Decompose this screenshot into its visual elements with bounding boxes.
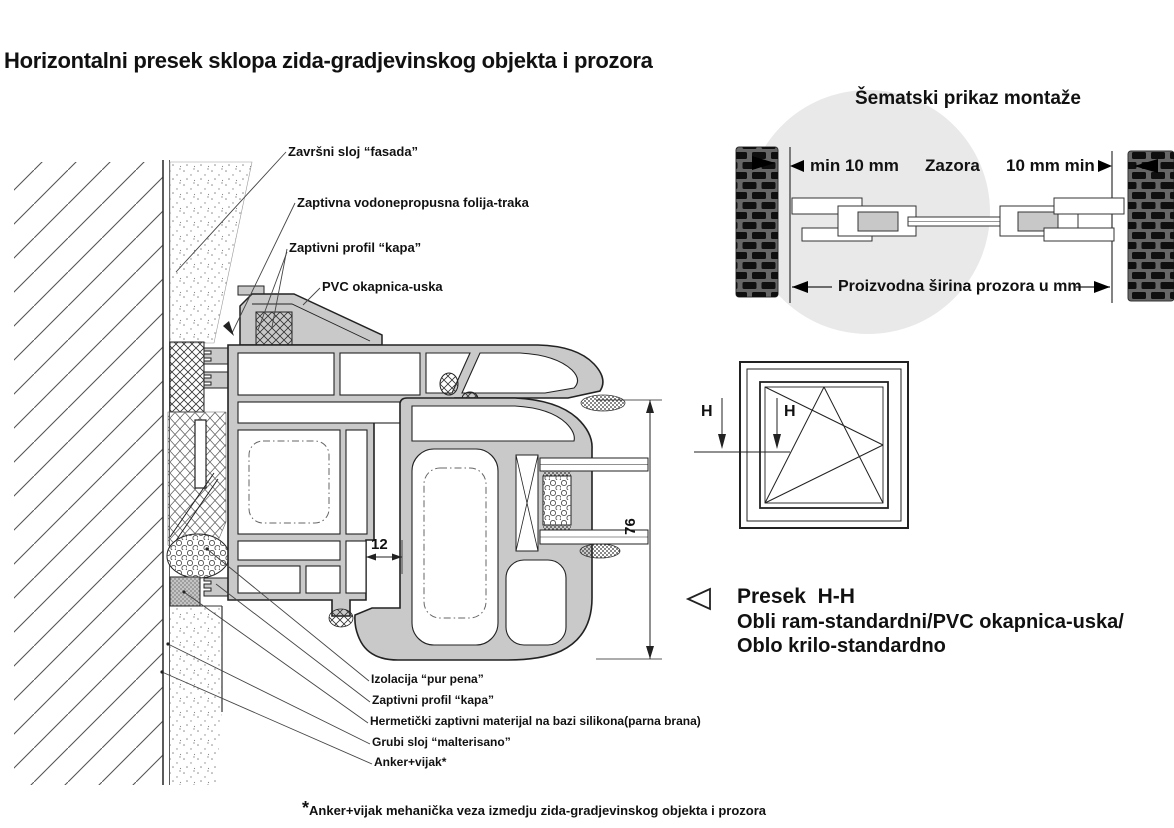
- section-title-line2: Obli ram-standardni/PVC okapnica-uska/: [737, 611, 1124, 633]
- dimension-12-value: 12: [371, 536, 388, 553]
- h-marker-left: H: [701, 403, 713, 420]
- pur-pena-oval: [167, 534, 229, 578]
- schematic-width-label: Proizvodna širina prozora u mm: [838, 278, 1082, 295]
- right-brick-wall: [1128, 151, 1174, 301]
- gasket: [440, 373, 458, 395]
- section-title-line1: Presek H-H: [737, 585, 855, 608]
- schematic-gap-left-label: min 10 mm: [810, 156, 899, 175]
- window-symbol: [694, 362, 908, 528]
- dimension-76-value: 76: [621, 518, 639, 535]
- label-anker-vijak: Anker+vijak*: [374, 755, 447, 769]
- wall-hatch: [14, 160, 170, 785]
- schematic-gap-right-label: 10 mm min: [1006, 156, 1095, 175]
- label-zaptivni-profil-kapa-top: Zaptivni profil “kapa”: [289, 240, 422, 255]
- h-marker-right: H: [784, 403, 796, 420]
- installation-schematic: [736, 90, 1174, 334]
- label-hermeticki-zaptivni-materijal: Hermetički zaptivni materijal na bazi silikona(parna brana): [370, 714, 701, 728]
- label-zavrsni-sloj-fasada: Završni sloj “fasada”: [288, 144, 419, 159]
- leader-arrowhead: [223, 321, 234, 336]
- glass-spacer: [543, 476, 571, 525]
- sealing-tape-crosshatch: [170, 342, 204, 412]
- label-pvc-okapnica: PVC okapnica-uska: [322, 279, 443, 294]
- footnote: [302, 799, 766, 820]
- label-izolacija-pur-pena: Izolacija “pur pena”: [371, 672, 484, 686]
- label-zaptivni-profil-kapa-bottom: Zaptivni profil “kapa”: [372, 693, 495, 707]
- footnote-star: *: [302, 798, 310, 818]
- schematic-title: Šematski prikaz montaže: [855, 88, 1081, 109]
- section-title-line3: Oblo krilo-standardno: [737, 635, 946, 657]
- outer-gasket-top: [581, 395, 625, 411]
- gap-arrow-right: [1098, 160, 1112, 172]
- page-title: Horizontalni presek sklopa zida-gradjevinskog objekta i prozora: [4, 48, 653, 73]
- left-brick-wall: [736, 147, 778, 297]
- gasket: [329, 609, 353, 627]
- schematic-zazora-label: Zazora: [925, 156, 980, 175]
- section-arrow-icon: [688, 589, 710, 609]
- label-zaptivna-folija-traka: Zaptivna vodonepropusna folija-traka: [297, 195, 529, 210]
- anchor-plate: [195, 420, 206, 488]
- sash-profile: [355, 395, 625, 660]
- footnote-text: Anker+vijak mehanička veza izmedju zida-gradjevinskog objekta i prozora: [309, 803, 766, 818]
- outer-gasket-bottom: [580, 544, 620, 558]
- plaster-stipple-bottom: [170, 606, 222, 785]
- okapnica-profile: [238, 286, 382, 345]
- label-grubi-sloj-malterisano: Grubi sloj “malterisano”: [372, 735, 511, 749]
